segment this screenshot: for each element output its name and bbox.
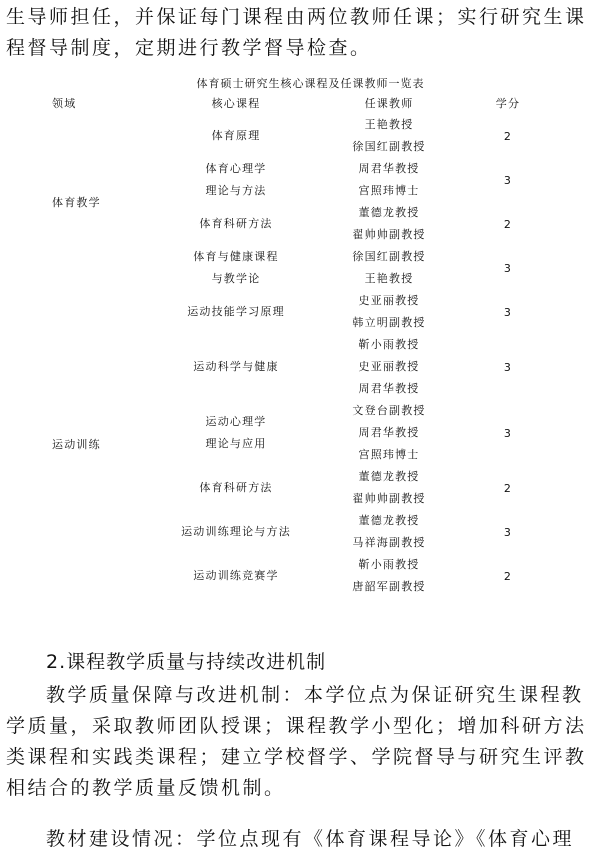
- teacher-name: 王艳教授: [364, 118, 414, 131]
- credit-cell: 3: [503, 305, 513, 319]
- header-credit: 学分: [495, 97, 521, 110]
- header-course: 核心课程: [211, 97, 261, 110]
- teacher-name: 周君华教授: [358, 162, 420, 175]
- credit-cell: 2: [503, 569, 513, 583]
- course-name: 体育与健康课程: [193, 250, 279, 263]
- teacher-name: 唐韶军副教授: [352, 580, 426, 593]
- field-cell: 体育教学: [52, 196, 101, 209]
- field-cell: 运动训练: [52, 438, 101, 451]
- quality-paragraph: [6, 680, 595, 804]
- course-name: 体育科研方法: [199, 217, 273, 230]
- course-name: 体育心理学: [205, 162, 267, 175]
- teacher-cell: [310, 158, 468, 202]
- course-name: 运动心理学: [205, 415, 267, 428]
- course-name: 体育原理: [211, 129, 261, 142]
- course-table: [38, 92, 548, 598]
- credit-cell: 2: [503, 129, 513, 143]
- teacher-cell: [310, 246, 468, 290]
- header-teacher: 任课教师: [364, 97, 414, 110]
- teacher-name: 韩立明副教授: [352, 316, 426, 329]
- course-name: 体育科研方法: [199, 481, 273, 494]
- table-header-row: [38, 92, 548, 114]
- table-row: [38, 114, 548, 158]
- credit-cell: 3: [503, 261, 513, 275]
- course-name: 运动训练竞赛学: [193, 569, 279, 582]
- credit-cell: 3: [503, 173, 513, 187]
- teacher-name: 董德龙教授: [358, 470, 420, 483]
- text-line: 生导师担任，并保证每门课程由两位教师任课；实行研究生课: [6, 6, 587, 28]
- course-cell: [162, 510, 310, 554]
- text-line: 教学质量保障与改进机制：本学位点为保证研究生课程教: [46, 684, 584, 706]
- teacher-cell: [310, 202, 468, 246]
- course-cell: [162, 202, 310, 246]
- text-line: 程督导制度，定期进行教学督导检查。: [6, 37, 372, 59]
- course-name: 运动科学与健康: [193, 360, 279, 373]
- teacher-name: 董德龙教授: [358, 206, 420, 219]
- teacher-name: 翟帅帅副教授: [352, 228, 426, 241]
- teacher-name: 文登台副教授: [352, 404, 426, 417]
- credit-cell: 2: [503, 217, 513, 231]
- credit-cell: 3: [503, 525, 513, 539]
- teacher-cell: [310, 554, 468, 598]
- course-cell: [162, 246, 310, 290]
- teacher-name: 史亚丽教授: [358, 360, 420, 373]
- course-cell: [162, 466, 310, 510]
- text-line: 教材建设情况：学位点现有《体育课程导论》《体育心理: [46, 828, 575, 850]
- table-title: 体育硕士研究生核心课程及任课教师一览表: [196, 77, 425, 90]
- course-cell: [162, 158, 310, 202]
- teacher-cell: [310, 400, 468, 466]
- course-cell: [162, 114, 310, 158]
- teacher-cell: [310, 510, 468, 554]
- teacher-name: 王艳教授: [364, 272, 414, 285]
- teacher-name: 靳小雨教授: [358, 338, 420, 351]
- credit-cell: 3: [503, 426, 513, 440]
- header-field: 领域: [52, 97, 77, 110]
- course-cell: [162, 334, 310, 400]
- teacher-name: 周君华教授: [358, 426, 420, 439]
- teacher-cell: [310, 334, 468, 400]
- course-name: 理论与应用: [205, 437, 267, 450]
- textbook-paragraph: [6, 824, 595, 855]
- course-cell: [162, 290, 310, 334]
- credit-cell: 2: [503, 481, 513, 495]
- teacher-name: 宫照玮博士: [358, 448, 420, 461]
- text-line: 相结合的教学质量反馈机制。: [6, 777, 286, 799]
- teacher-name: 靳小雨教授: [358, 558, 420, 571]
- course-cell: [162, 400, 310, 466]
- teacher-name: 徐国红副教授: [352, 140, 426, 153]
- intro-paragraph: [6, 2, 595, 64]
- teacher-name: 翟帅帅副教授: [352, 492, 426, 505]
- text-line: 类课程和实践类课程；建立学校督学、学院督导与研究生评教: [6, 746, 587, 768]
- teacher-name: 史亚丽教授: [358, 294, 420, 307]
- teacher-cell: [310, 466, 468, 510]
- course-name: 理论与方法: [205, 184, 267, 197]
- text-line: 学质量，采取教师团队授课；课程教学小型化；增加科研方法: [6, 715, 587, 737]
- course-name: 运动训练理论与方法: [181, 525, 291, 538]
- teacher-name: 董德龙教授: [358, 514, 420, 527]
- course-name: 运动技能学习原理: [187, 305, 285, 318]
- course-name: 与教学论: [211, 272, 261, 285]
- credit-cell: 3: [503, 360, 513, 374]
- table-row: [38, 290, 548, 334]
- teacher-name: 徐国红副教授: [352, 250, 426, 263]
- teacher-name: 周君华教授: [358, 382, 420, 395]
- course-cell: [162, 554, 310, 598]
- course-table-section: [0, 76, 601, 598]
- teacher-name: 马祥海副教授: [352, 536, 426, 549]
- teacher-cell: [310, 290, 468, 334]
- table-body: [38, 114, 548, 598]
- teacher-cell: [310, 114, 468, 158]
- teacher-name: 宫照玮博士: [358, 184, 420, 197]
- section-heading: 2.课程教学质量与持续改进机制: [46, 651, 327, 673]
